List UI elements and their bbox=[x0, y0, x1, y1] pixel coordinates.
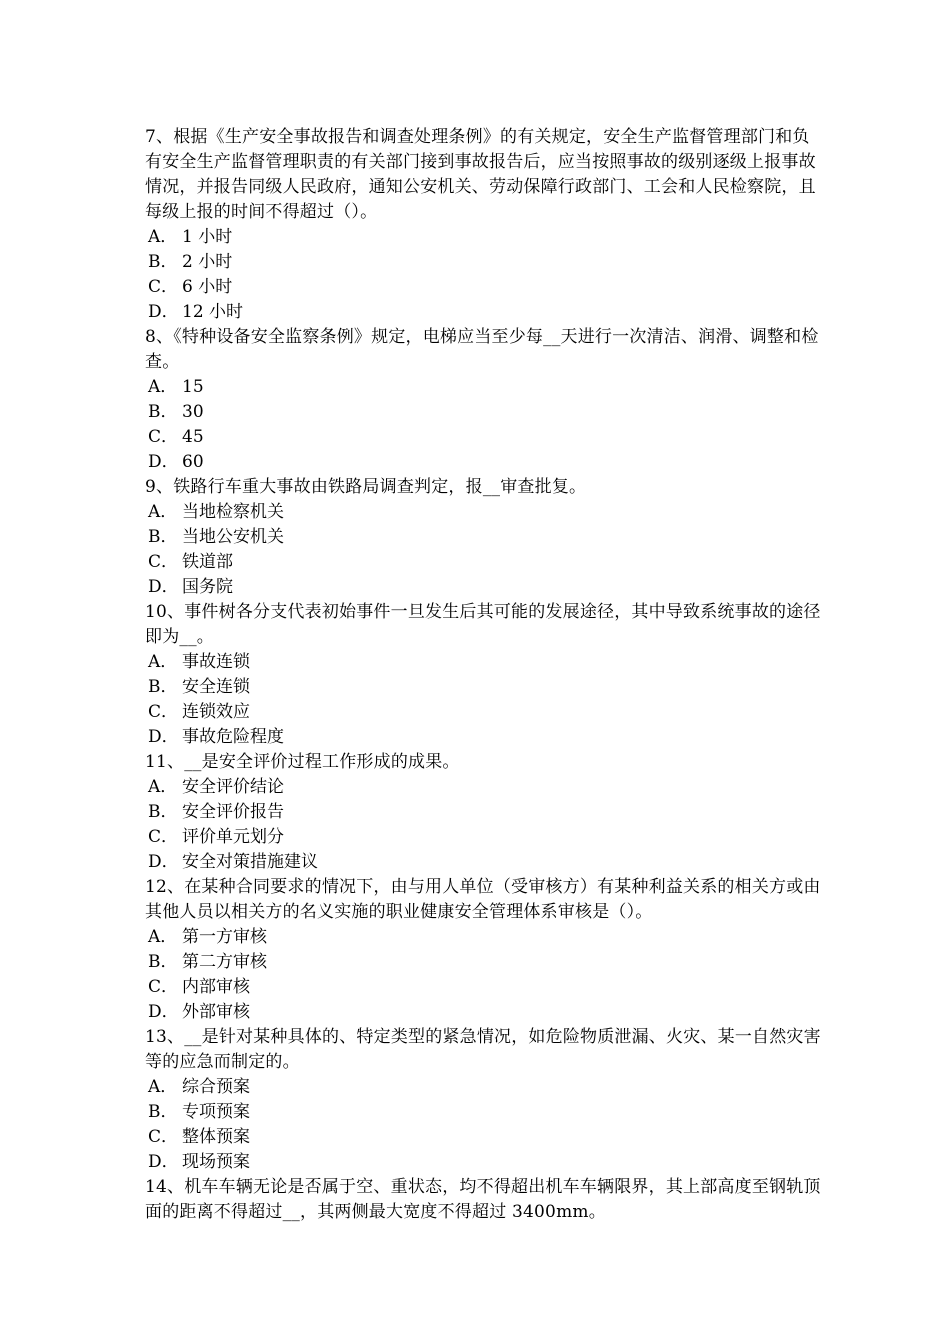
option-b bbox=[145, 400, 825, 425]
option-c bbox=[145, 425, 825, 450]
option-letter: B． bbox=[148, 402, 178, 422]
option-letter: C． bbox=[148, 702, 179, 722]
option-text: 30 bbox=[182, 402, 204, 422]
option-d bbox=[145, 850, 825, 875]
option-a bbox=[145, 225, 825, 250]
option-letter: C． bbox=[148, 977, 179, 997]
option-c bbox=[145, 975, 825, 1000]
option-text: 铁道部 bbox=[182, 552, 233, 572]
option-letter: D． bbox=[148, 1002, 179, 1022]
option-letter: D． bbox=[148, 1152, 179, 1172]
option-letter: A． bbox=[148, 1077, 178, 1097]
option-text: 第一方审核 bbox=[182, 927, 267, 947]
option-letter: B． bbox=[148, 252, 178, 272]
option-text: 综合预案 bbox=[182, 1077, 250, 1097]
question-14 bbox=[145, 1175, 825, 1225]
option-letter: A． bbox=[148, 652, 178, 672]
question-11 bbox=[145, 750, 825, 875]
option-list bbox=[145, 500, 825, 600]
option-letter: A． bbox=[148, 227, 178, 247]
option-c bbox=[145, 550, 825, 575]
option-d bbox=[145, 575, 825, 600]
option-text: 国务院 bbox=[182, 577, 233, 597]
option-list bbox=[145, 375, 825, 475]
option-text: 6 小时 bbox=[182, 277, 233, 297]
option-letter: C． bbox=[148, 827, 179, 847]
option-c bbox=[145, 275, 825, 300]
option-c bbox=[145, 825, 825, 850]
option-text: 连锁效应 bbox=[182, 702, 250, 722]
question-text: 9、铁路行车重大事故由铁路局调查判定，报__审查批复。 bbox=[145, 477, 587, 497]
option-text: 1 小时 bbox=[182, 227, 233, 247]
option-list bbox=[145, 650, 825, 750]
option-d bbox=[145, 1000, 825, 1025]
option-letter: D． bbox=[148, 452, 179, 472]
option-list bbox=[145, 1075, 825, 1175]
option-letter: A． bbox=[148, 377, 178, 397]
option-text: 外部审核 bbox=[182, 1002, 250, 1022]
option-a bbox=[145, 650, 825, 675]
option-text: 安全评价报告 bbox=[182, 802, 284, 822]
option-c bbox=[145, 1125, 825, 1150]
option-text: 整体预案 bbox=[182, 1127, 250, 1147]
question-9 bbox=[145, 475, 825, 600]
option-letter: A． bbox=[148, 502, 178, 522]
option-a bbox=[145, 1075, 825, 1100]
option-a bbox=[145, 500, 825, 525]
option-text: 专项预案 bbox=[182, 1102, 250, 1122]
option-text: 事故连锁 bbox=[182, 652, 250, 672]
option-text: 安全对策措施建议 bbox=[182, 852, 318, 872]
option-d bbox=[145, 300, 825, 325]
option-text: 12 小时 bbox=[182, 302, 244, 322]
question-10 bbox=[145, 600, 825, 750]
option-d bbox=[145, 725, 825, 750]
option-b bbox=[145, 250, 825, 275]
option-c bbox=[145, 700, 825, 725]
option-b bbox=[145, 950, 825, 975]
option-list bbox=[145, 775, 825, 875]
question-text: 12、在某种合同要求的情况下，由与用人单位（受审核方）有某种利益关系的相关方或由其他人员以相关方的名义实施的职业健康安全管理体系审核是（）。 bbox=[145, 877, 821, 922]
option-b bbox=[145, 525, 825, 550]
option-letter: D． bbox=[148, 727, 179, 747]
question-8 bbox=[145, 325, 825, 475]
option-text: 15 bbox=[182, 377, 204, 397]
question-text: 14、机车车辆无论是否属于空、重状态，均不得超出机车车辆限界，其上部高度至钢轨顶面的距离不得超过__，其两侧最大宽度不得超过 3400mm。 bbox=[145, 1177, 821, 1222]
option-letter: B． bbox=[148, 527, 178, 547]
option-letter: A． bbox=[148, 777, 178, 797]
option-b bbox=[145, 1100, 825, 1125]
question-text: 8、《特种设备安全监察条例》规定，电梯应当至少每__天进行一次清洁、润滑、调整和检查。 bbox=[145, 327, 819, 372]
option-b bbox=[145, 800, 825, 825]
question-text: 10、事件树各分支代表初始事件一旦发生后其可能的发展途径，其中导致系统事故的途径即为__。 bbox=[145, 602, 821, 647]
option-letter: C． bbox=[148, 277, 179, 297]
option-text: 当地公安机关 bbox=[182, 527, 284, 547]
option-a bbox=[145, 775, 825, 800]
option-text: 安全连锁 bbox=[182, 677, 250, 697]
option-d bbox=[145, 1150, 825, 1175]
option-a bbox=[145, 925, 825, 950]
option-text: 45 bbox=[182, 427, 204, 447]
question-text: 7、根据《生产安全事故报告和调查处理条例》的有关规定，安全生产监督管理部门和负有安全生产监督管理职责的有关部门接到事故报告后，应当按照事故的级别逐级上报事故情况，并报告同级人民政府，通知公安机关、劳动保障行政部门、工会和人民检察院，且每级上报的时间不得超过（）。 bbox=[145, 127, 816, 222]
option-b bbox=[145, 675, 825, 700]
option-text: 60 bbox=[182, 452, 204, 472]
option-letter: D． bbox=[148, 852, 179, 872]
option-text: 安全评价结论 bbox=[182, 777, 284, 797]
question-text: 13、__是针对某种具体的、特定类型的紧急情况，如危险物质泄漏、火灾、某一自然灾害等的应急而制定的。 bbox=[145, 1027, 821, 1072]
option-list bbox=[145, 225, 825, 325]
option-text: 现场预案 bbox=[182, 1152, 250, 1172]
option-letter: B． bbox=[148, 1102, 178, 1122]
option-a bbox=[145, 375, 825, 400]
option-text: 事故危险程度 bbox=[182, 727, 284, 747]
option-letter: A． bbox=[148, 927, 178, 947]
option-letter: B． bbox=[148, 677, 178, 697]
option-letter: B． bbox=[148, 802, 178, 822]
option-list bbox=[145, 925, 825, 1025]
option-text: 当地检察机关 bbox=[182, 502, 284, 522]
document-page bbox=[145, 125, 825, 1225]
option-d bbox=[145, 450, 825, 475]
question-13 bbox=[145, 1025, 825, 1175]
option-letter: D． bbox=[148, 577, 179, 597]
option-text: 内部审核 bbox=[182, 977, 250, 997]
option-text: 第二方审核 bbox=[182, 952, 267, 972]
option-letter: D． bbox=[148, 302, 179, 322]
option-letter: C． bbox=[148, 552, 179, 572]
option-text: 2 小时 bbox=[182, 252, 233, 272]
question-7 bbox=[145, 125, 825, 325]
option-letter: B． bbox=[148, 952, 178, 972]
question-12 bbox=[145, 875, 825, 1025]
option-letter: C． bbox=[148, 1127, 179, 1147]
option-text: 评价单元划分 bbox=[182, 827, 284, 847]
option-letter: C． bbox=[148, 427, 179, 447]
question-text: 11、__是安全评价过程工作形成的成果。 bbox=[145, 752, 460, 772]
